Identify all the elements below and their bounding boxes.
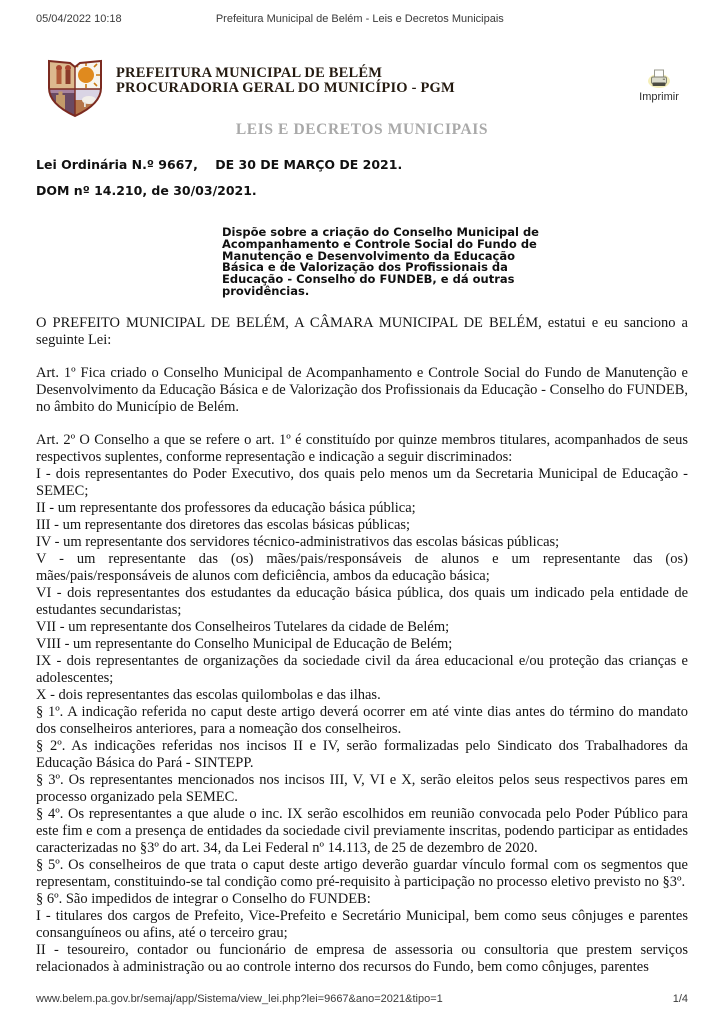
paragraph-par4: § 4º. Os representantes a que alude o inc. IX serão escolhidos em reunião convocada pelo Poder Público para este fim e com a presença de entidades da sociedade civil previamente inscritas, podendo participar as entidades caracterizadas no §3º do art. 34, da Lei Federal nº 14.113, de 25 de dezembro de 2020. bbox=[36, 806, 688, 856]
law-number-line: Lei Ordinária N.º 9667, DE 30 DE MARÇO DE 2021. bbox=[36, 157, 403, 172]
paragraph-par5: § 5º. Os conselheiros de que trata o caput deste artigo deverão guardar vínculo formal com os segmentos que representam, constituindo-se tal condição como pré-requisito à participação no processo eletivo previsto no §3º. bbox=[36, 857, 688, 890]
page-indicator: 1/4 bbox=[672, 993, 688, 1005]
org-name-line1: PREFEITURA MUNICIPAL DE BELÉM bbox=[116, 65, 383, 81]
law-ementa: Dispõe sobre a criação do Conselho Municipal de Acompanhamento e Controle Social do Fundo de Manutenção e Desenvolvimento da Educação Básica e de Valorização dos Profissionais da Educação - Conselho do FUNDEB, e dá outras providências. bbox=[222, 225, 539, 298]
section-title: LEIS E DECRETOS MUNICIPAIS bbox=[235, 121, 489, 138]
dom-publication-line: DOM nº 14.210, de 30/03/2021. bbox=[36, 183, 257, 198]
paragraph-par6: § 6º. São impedidos de integrar o Conselho do FUNDEB: bbox=[36, 891, 371, 907]
paragraph-par1: § 1º. A indicação referida no caput deste artigo deverá ocorrer em até vinte dias antes do término do mandato dos conselheiros anteriores, para a nomeação dos conselheiros. bbox=[36, 704, 688, 737]
imprimir-button[interactable] bbox=[630, 68, 688, 103]
paragraph-inciso-5: V - um representante das (os) mães/pais/responsáveis de alunos e um representante das (os) mães/pais/responsáveis de alunos com deficiência, ambos da educação básica; bbox=[36, 551, 688, 584]
print-header bbox=[36, 13, 688, 25]
paragraph-art2: Art. 2º O Conselho a que se refere o art. 1º é constituído por quinze membros titulares, acompanhados de seus respectivos suplentes, conforme representação e indicação a seguir discriminados: bbox=[36, 432, 688, 465]
org-name-block bbox=[116, 58, 455, 96]
paragraph-inciso-4: IV - um representante dos servidores técnico-administrativos das escolas básicas públicas; bbox=[36, 534, 560, 550]
paragraph-inciso-6: VI - dois representantes dos estudantes da educação básica pública, dos quais um indicado pela entidade de estudantes secundaristas; bbox=[36, 585, 688, 618]
paragraph-inciso-2: II - um representante dos professores da educação básica pública; bbox=[36, 500, 416, 516]
paragraph-impedido-2: II - tesoureiro, contador ou funcionário de empresa de assessoria ou consultoria que prestem serviços relacionados à administração ou ao controle interno dos recursos do Fundo, bem como cônjuges, parentes bbox=[36, 942, 688, 975]
letterhead bbox=[46, 58, 455, 118]
footer-url: www.belem.pa.gov.br/semaj/app/Sistema/view_lei.php?lei=9667&ano=2021&tipo=1 bbox=[36, 993, 443, 1005]
paragraph-inciso-1: I - dois representantes do Poder Executivo, dos quais pelo menos um da Secretaria Municipal de Educação - SEMEC; bbox=[36, 466, 688, 499]
paragraph-impedido-1: I - titulares dos cargos de Prefeito, Vice-Prefeito e Secretário Municipal, bem como seus cônjuges e parentes consanguíneos ou afins, até o terceiro grau; bbox=[36, 908, 688, 941]
belem-coat-of-arms-icon bbox=[46, 58, 104, 118]
imprimir-label: Imprimir bbox=[639, 91, 679, 103]
print-datetime: 05/04/2022 10:18 bbox=[36, 13, 122, 25]
paragraph-par2: § 2º. As indicações referidas nos incisos II e IV, serão formalizadas pelo Sindicato dos Trabalhadores da Educação Básica do Pará - SINTEPP. bbox=[36, 738, 688, 771]
paragraph-inciso-8: VIII - um representante do Conselho Municipal de Educação de Belém; bbox=[36, 636, 453, 652]
print-page-title: Prefeitura Municipal de Belém - Leis e Decretos Municipais bbox=[215, 13, 504, 25]
paragraph-inciso-9: IX - dois representantes de organizações da sociedade civil da área educacional e/ou proteção das crianças e adolescentes; bbox=[36, 653, 688, 686]
paragraph-preamble: O PREFEITO MUNICIPAL DE BELÉM, A CÂMARA MUNICIPAL DE BELÉM, estatui e eu sanciono a seguinte Lei: bbox=[36, 315, 688, 348]
print-footer bbox=[36, 993, 688, 1005]
paragraph-inciso-10: X - dois representantes das escolas quilombolas e das ilhas. bbox=[36, 687, 381, 703]
org-name-line2: PROCURADORIA GERAL DO MUNICÍPIO - PGM bbox=[116, 80, 455, 96]
paragraph-inciso-7: VII - um representante dos Conselheiros Tutelares da cidade de Belém; bbox=[36, 619, 450, 635]
paragraph-par3: § 3º. Os representantes mencionados nos incisos III, V, VI e X, serão eleitos pelos seus respectivos pares em processo organizado pela SEMEC. bbox=[36, 772, 688, 805]
law-body bbox=[36, 315, 688, 976]
printer-icon bbox=[647, 68, 671, 90]
paragraph-inciso-3: III - um representante dos diretores das escolas básicas públicas; bbox=[36, 517, 411, 533]
paragraph-art1: Art. 1º Fica criado o Conselho Municipal de Acompanhamento e Controle Social do Fundo de Manutenção e Desenvolvimento da Educação Básica e de Valorização dos Profissionais da Educação - Conselho do FUNDEB, no âmbito do Município de Belém. bbox=[36, 365, 688, 415]
